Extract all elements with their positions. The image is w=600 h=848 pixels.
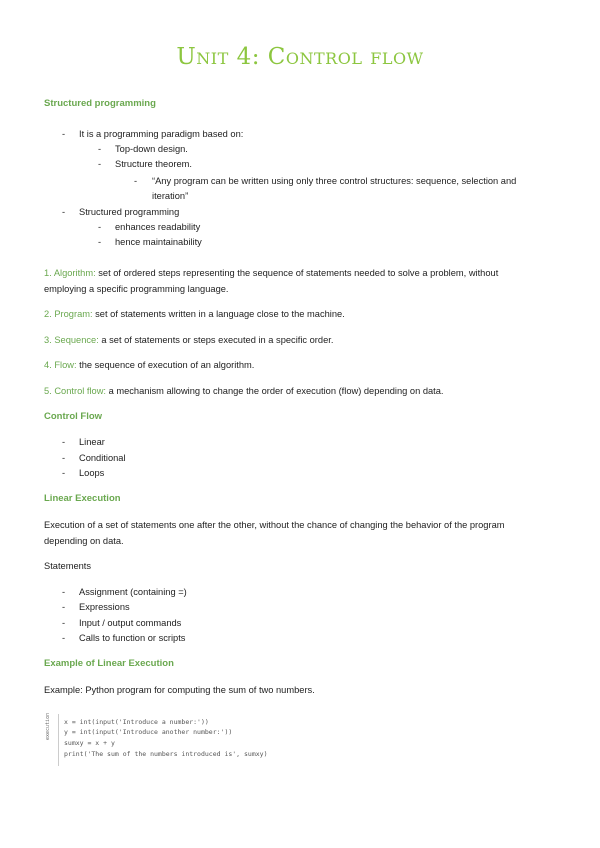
- definition-term: 1. Algorithm:: [44, 268, 96, 278]
- bullet-dash: -: [62, 129, 66, 139]
- bullet-dash: -: [98, 144, 102, 154]
- gutter-label: execution: [45, 712, 51, 740]
- code-gutter: [44, 714, 59, 766]
- code-line: x = int(input('Introduce a number:')): [64, 718, 209, 726]
- heading-structured-programming: Structured programming: [44, 98, 156, 109]
- paragraph-linear-2: depending on data.: [44, 536, 124, 546]
- definition-algorithm-cont: employing a specific programming language.: [44, 284, 229, 294]
- bullet-dash: -: [134, 176, 138, 186]
- list-item: Input / output commands: [79, 618, 182, 628]
- bullet-dash: -: [62, 587, 66, 597]
- heading-control-flow: Control Flow: [44, 411, 103, 422]
- bullet-dash: -: [62, 207, 66, 217]
- definition-text: set of statements written in a language close to the machine.: [92, 309, 345, 319]
- list-item: Expressions: [79, 602, 130, 612]
- definition-text: a mechanism allowing to change the order of execution (flow) depending on data.: [106, 386, 444, 396]
- bullet-dash: -: [62, 602, 66, 612]
- bullet-dash: -: [62, 468, 66, 478]
- definition-term: 5. Control flow:: [44, 386, 107, 396]
- definition-control-flow: [44, 385, 444, 397]
- list-item: Conditional: [79, 453, 126, 463]
- bullet-maintainability: hence maintainability: [115, 237, 202, 247]
- definition-flow: [44, 359, 254, 371]
- code-snippet: [44, 714, 314, 766]
- list-item: Calls to function or scripts: [79, 633, 186, 643]
- bullet-paradigm: It is a programming paradigm based on:: [79, 129, 244, 139]
- code-line: sumxy = x + y: [64, 739, 115, 747]
- definition-program: [44, 308, 345, 320]
- bullet-dash: -: [62, 453, 66, 463]
- list-item: Linear: [79, 437, 105, 447]
- statements-label: Statements: [44, 561, 92, 571]
- bullet-dash: -: [98, 222, 102, 232]
- list-item: Assignment (containing =): [79, 587, 187, 597]
- bullet-dash: -: [98, 237, 102, 247]
- bullet-dash: -: [62, 437, 66, 447]
- bullet-dash: -: [98, 159, 102, 169]
- bullet-structure-theorem: Structure theorem.: [115, 159, 192, 169]
- bullet-dash: -: [62, 633, 66, 643]
- bullet-dash: -: [62, 618, 66, 628]
- definition-term: 3. Sequence:: [44, 335, 99, 345]
- definition-term: 2. Program:: [44, 309, 93, 319]
- list-item: Loops: [79, 468, 105, 478]
- bullet-structured-programming: Structured programming: [79, 207, 180, 217]
- example-text: Example: Python program for computing the sum of two numbers.: [44, 685, 315, 695]
- definition-sequence: [44, 334, 333, 346]
- quote-line-2: iteration”: [152, 191, 189, 201]
- code-line: print('The sum of the numbers introduced is', sumxy): [64, 750, 268, 758]
- page-title: Unit 4: Control flow: [176, 44, 424, 70]
- quote-line-1: “Any program can be written using only three control structures: sequence, selection and: [152, 176, 517, 186]
- definition-text: a set of statements or steps executed in a specific order.: [98, 335, 334, 345]
- heading-linear-execution: Linear Execution: [44, 493, 121, 504]
- definition-term: 4. Flow:: [44, 360, 77, 370]
- heading-example-linear: Example of Linear Execution: [44, 658, 174, 669]
- definition-algorithm: [44, 267, 498, 279]
- paragraph-linear-1: Execution of a set of statements one after the other, without the chance of changing the behavior of the program: [44, 520, 505, 530]
- bullet-readability: enhances readability: [115, 222, 201, 232]
- definition-text: the sequence of execution of an algorithm.: [76, 360, 255, 370]
- code-line: y = int(input('Introduce another number:')): [64, 728, 233, 736]
- definition-text: set of ordered steps representing the sequence of statements needed to solve a problem, without: [95, 268, 499, 278]
- bullet-top-down: Top-down design.: [115, 144, 188, 154]
